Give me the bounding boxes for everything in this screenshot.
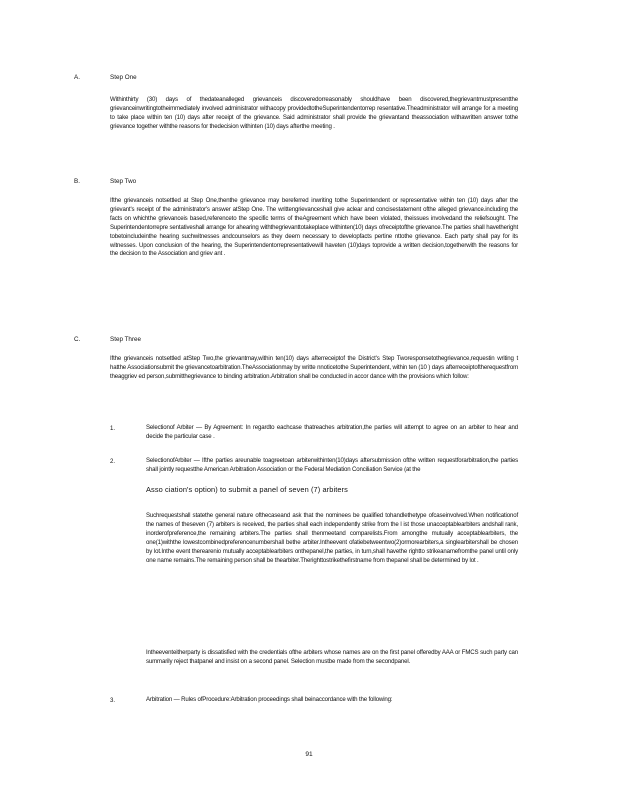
section-a-letter: A. bbox=[74, 74, 80, 81]
section-c-letter: C. bbox=[74, 336, 81, 343]
item-1-text: Selectionof Arbiter — By Agreement: In regardto eachcase thatreaches arbitration,the parties will attempt to agree on an arbiter to hear and decide the particular case . bbox=[146, 424, 518, 440]
section-c-paragraph: Ifthe grievanceis notsettled atStep Two,the grievantmay,within ten(10) days afterreceiptof the District's Step Tworesponsetothegrievance,requestin writing t hatthe Associationsubmit the grievancetoarbitration.TheAssociationmay by writte nnoticetothe Superintendent, within ten (10 ) days afterreceiptoftherequestfrom theaggriev ed person,submitthegrievance to binding arbitration.Arbitration shall be conducted in accor dance with the provisions which follow: bbox=[110, 355, 518, 380]
item-1-number: 1. bbox=[110, 425, 116, 432]
item-2-paragraph-1: Suchrequestshall statethe general nature ofthecaseand ask that the nominees be qualified tohandlethetype ofcaseinvolved.When notificationof the names of theseven (7) arbiters is received, the parties shall each independently strike from the l ist those unacceptablearbiters andshall rank, inorderofpreference,the remaining arbiters.The parties shall thenmeetand comparelists.From amongthe mutually acceptablearbiters, the one(1)withthe lowestcombinedpreferencenumbershall bethe arbiter.Intheevent ofatiebetweentwo(2)ormorearbiters,a singlearbitershall be chosen by lot.Inthe event therearenio mutually acceptablearbiters onthepanel,the parties, in turn,shall havethe rightto strikeanamefromthe panel until only one name remains.The remaining person shall be thearbiter.Therighttostrikethefirstname from thepanel shall be determined by lot . bbox=[146, 512, 518, 564]
section-a-paragraph: Withinthirty (30) days of thedateanalleged grievanceis discoveredorreasonably shouldhave been discovered,thegrievantmustpresentthe grievanceinwritingtotheimmediately involved administrator withacopy providedtotheSuperintendentorrep resentative.Theadministrator will arrange for a meeting to take place within ten (10) days after receipt of the grievance. Said administrator shall provide the grievantand theassociation withawritten answer tothe grievance together withthe reasons for thedecision withinten (10) days afterthe meeting . bbox=[110, 96, 518, 130]
item-3-number: 3. bbox=[110, 697, 116, 704]
item-2-paragraph-2: Intheeventeitherparty is dissatisfied with the credentials ofthe arbiters whose names are on the first panel offeredby AAA or FMCS such party can summarily reject thatpanel and insist on a second panel. Selection mustbe made from the secondpanel. bbox=[146, 649, 518, 665]
item-2-text-tail: Asso ciation's option) to submit a panel of seven (7) arbiters bbox=[146, 485, 348, 494]
section-a-title: Step One bbox=[110, 74, 137, 81]
section-b-letter: B. bbox=[74, 178, 80, 185]
item-2-text: SelectionofArbiter — Ifthe parties areunable toagreetoan arbiterwithinten(10)days aftersubmission ofthe written requestforarbitration,the parties shall jointly requestthe American Arbitration Association or the Federal Mediation Conciliation Service (at the bbox=[146, 457, 518, 473]
item-3-text: Arbitration — Rules ofProcedure:Arbitration proceedings shall beinaccordance with the following: bbox=[146, 696, 393, 703]
item-2-number: 2. bbox=[110, 458, 116, 465]
section-b-title: Step Two bbox=[110, 178, 137, 185]
page-number: 91 bbox=[305, 751, 313, 758]
section-c-title: Step Three bbox=[110, 336, 142, 343]
section-b-paragraph: Ifthe grievanceis notsettled at Step One,thenthe grievance may bereferred inwriting tothe Superintendent or representative within ten (10) days after the grievant's receipt of the administrator's answer atStep One. The writtengrievanceshall give aclear and concisestatement ofthe alleged grievance.including the facts on whichthe grievanceis based,referenceto the specific terms of theAgreement which have been violated, theissues involvedand the reliefsought. The Superintendentorrepre sentativeshall arrange for ahearing withthegrievanttotakeplace withinten(10) days ofreceiptofthe grievance.The parties shall havetheright tobetoincludeinthe hearing suchwitnesses andcounselors as they deem necessary to developfacts pertine nttothe grievance. Each party shall pay for its witnesses. Upon conclusion of the hearing, the Superintendentorrepresentativewill haveten (10)days toprovide a written decision,togetherwith the reasons for the decision to the Association and griev ant . bbox=[110, 197, 518, 258]
